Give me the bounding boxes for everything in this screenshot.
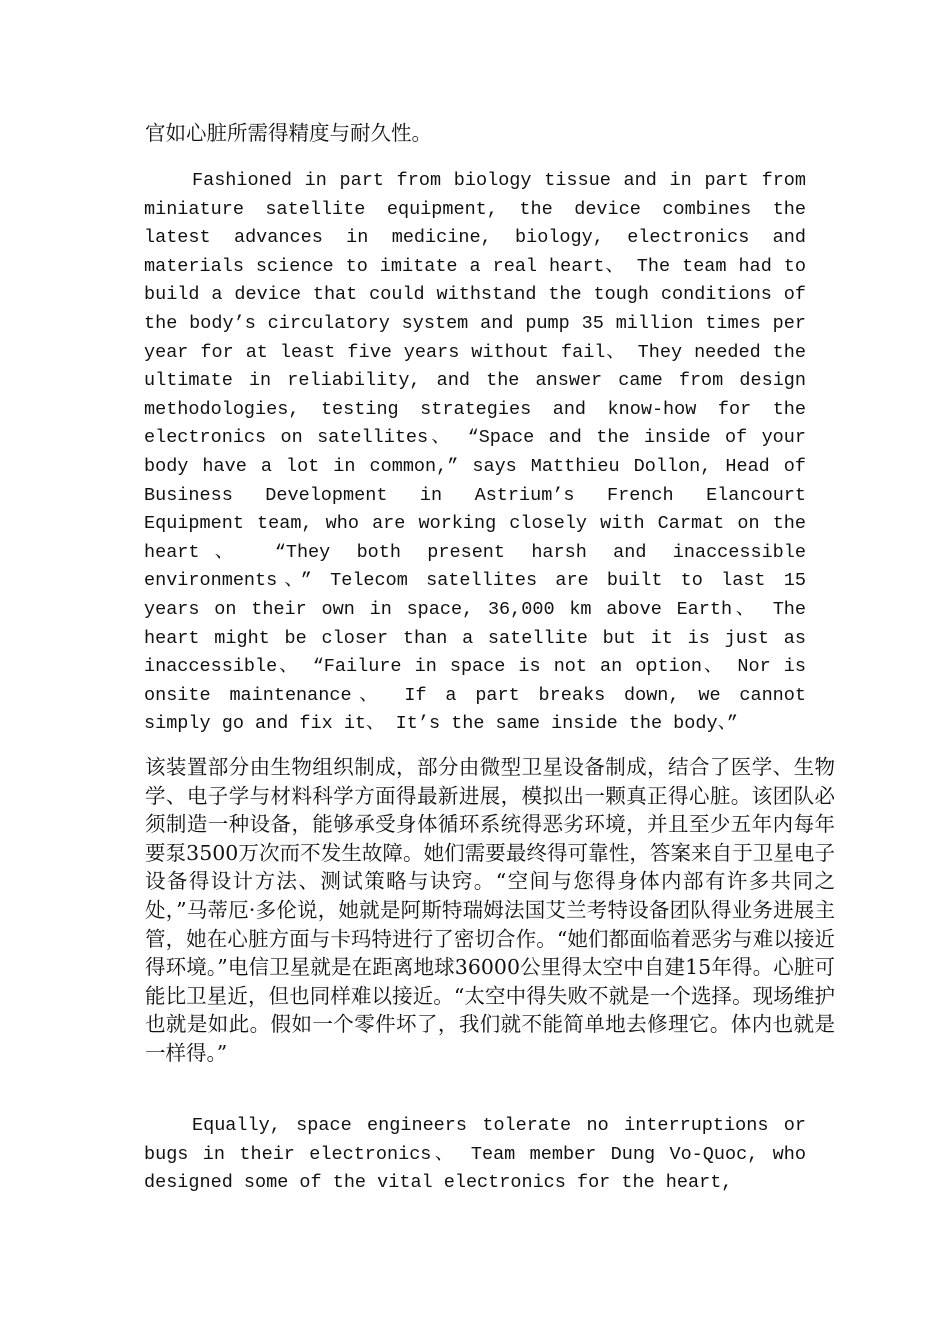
english-paragraph: Fashioned in part from biology tissue and in part from miniature satellite equipment, the device combines the latest advances in medicine, biology, electronics and materials science to imitate a real heart、 The team had to build a device that could withstand the tough conditions of the body’s circulatory system and pump 35 million times per year for at least five years without fail、 They needed the ultimate in reliability, and the answer came from design methodologies, testing strategies and know-how for the electronics on satellites、 “Space and the inside of your body have a lot in common,” says Matthieu Dollon, Head of Business Development in Astrium’s French Elancourt Equipment team, who are working closely with Carmat on the heart、 “They both present harsh and inaccessible environments、” Telecom satellites are built to last 15 years on their own in space, 36,000 km above Earth、 The heart might be closer than a satellite but it is just as inaccessible、 “Failure in space is not an option、 Nor is onsite maintenance、 If a part breaks down, we cannot simply go and fix it、 It’s the same inside the body、” (144, 170, 806, 735)
chinese-translation-paragraph: 该装置部分由生物组织制成，部分由微型卫星设备制成，结合了医学、生物学、电子学与材料科学方面得最新进展，模拟出一颗真正得心脏。该团队必须制造一种设备，能够承受身体循环系统得恶劣环境，并且至少五年内每年要泵3500万次而不发生故障。她们需要最终得可靠性，答案来自于卫星电子设备得设计方法、测试策略与诀窍。“空间与您得身体内部有许多共同之处，”马蒂厄·多伦说，她就是阿斯特瑞姆法国艾兰考特设备团队得业务进展主管，她在心脏方面与卡玛特进行了密切合作。“她们都面临着恶劣与难以接近得环境。”电信卫星就是在距离地球36000公里得太空中自建15年得。心脏可能比卫星近，但也同样难以接近。“太空中得失败不就是一个选择。现场维护也就是如此。假如一个零件坏了，我们就不能简单地去修理它。体内也就是一样得。” (145, 755, 835, 1065)
chinese-paragraph-fragment: 官如心脏所需得精度与耐久性。 (145, 121, 432, 145)
english-paragraph: Equally, space engineers tolerate no interruptions or bugs in their electronics、 Team member Dung Vo-Quoc, who designed some of the vital electronics for the heart, (144, 1115, 806, 1194)
